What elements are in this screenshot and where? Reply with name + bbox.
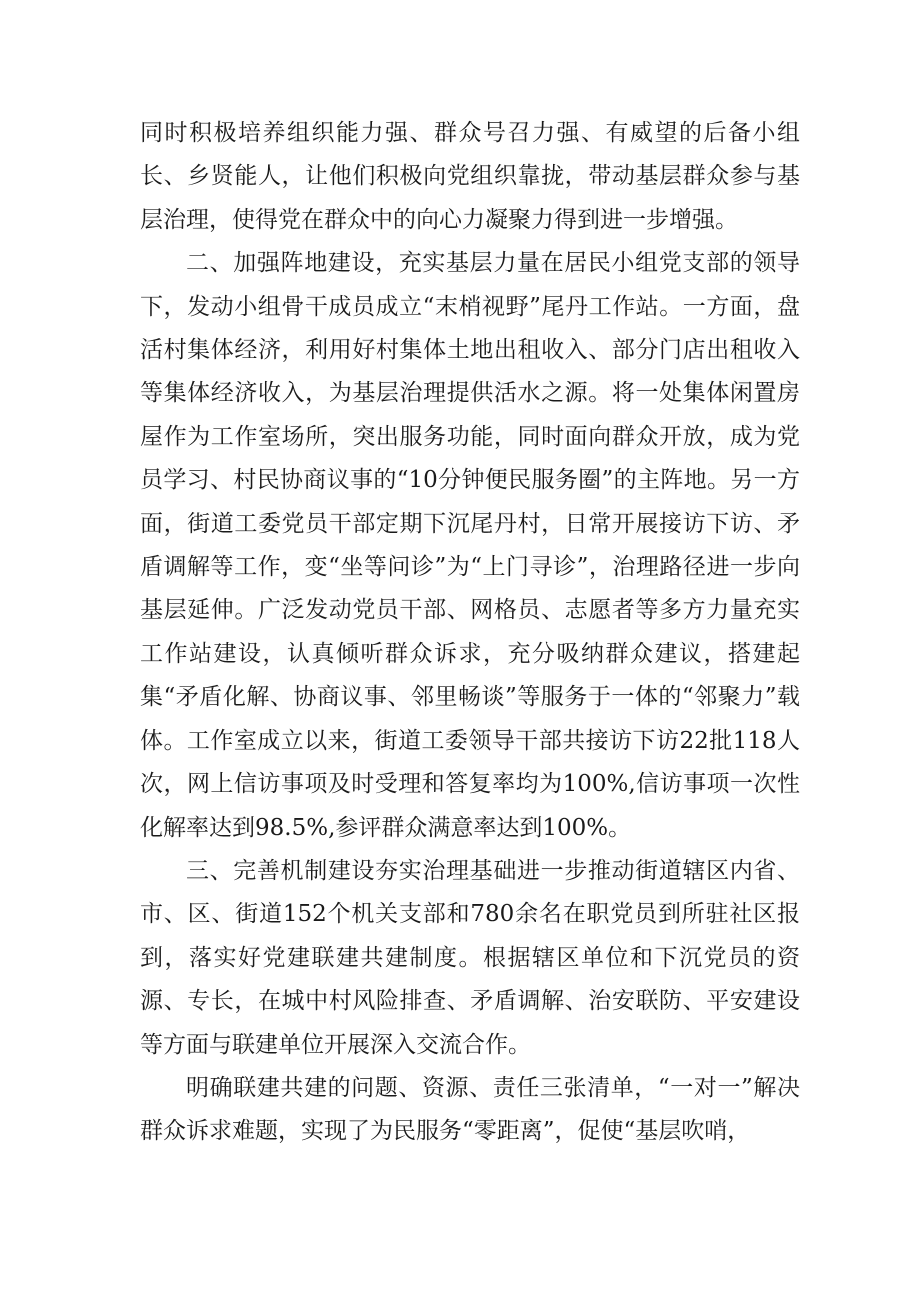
document-body <box>140 112 800 1154</box>
paragraph-3-section-three: 三、完善机制建设夯实治理基础进一步推动街道辖区内省、市、区、街道152个机关支部和780余名在职党员到所驻社区报到，落实好党建联建共建制度。根据辖区单位和下沉党员的资源、专长，在城中村风险排查、矛盾调解、治安联防、平安建设等方面与联建单位开展深入交流合作。 <box>140 857 800 1058</box>
paragraph-1-continued: 同时积极培养组织能力强、群众号召力强、有威望的后备小组长、乡贤能人，让他们积极向党组织靠拢，带动基层群众参与基层治理，使得党在群众中的向心力凝聚力得到进一步增强。 <box>140 120 800 233</box>
paragraph-4-partnership-lists: 明确联建共建的问题、资源、责任三张清单，“一对一”解决群众诉求难题，实现了为民服务“零距离”，促使“基层吹哨， <box>140 1074 800 1145</box>
paragraph-2-section-two: 二、加强阵地建设，充实基层力量在居民小组党支部的领导下，发动小组骨干成员成立“末梢视野”尾丹工作站。一方面，盘活村集体经济，利用好村集体土地出租收入、部分门店出租收入等集体经济收入，为基层治理提供活水之源。将一处集体闲置房屋作为工作室场所，突出服务功能，同时面向群众开放，成为党员学习、村民协商议事的“10分钟便民服务圈”的主阵地。另一方面，街道工委党员干部定期下沉尾丹村，日常开展接访下访、矛盾调解等工作，变“坐等问诊”为“上门寻诊”，治理路径进一步向基层延伸。广泛发动党员干部、网格员、志愿者等多方力量充实工作站建设，认真倾听群众诉求，充分吸纳群众建议，搭建起集“矛盾化解、协商议事、邻里畅谈”等服务于一体的“邻聚力”载体。工作室成立以来，街道工委领导干部共接访下访22批118人次，网上信访事项及时受理和答复率均为100%,信访事项一次性化解率达到98.5%,参评群众满意率达到100%。 <box>140 250 800 841</box>
